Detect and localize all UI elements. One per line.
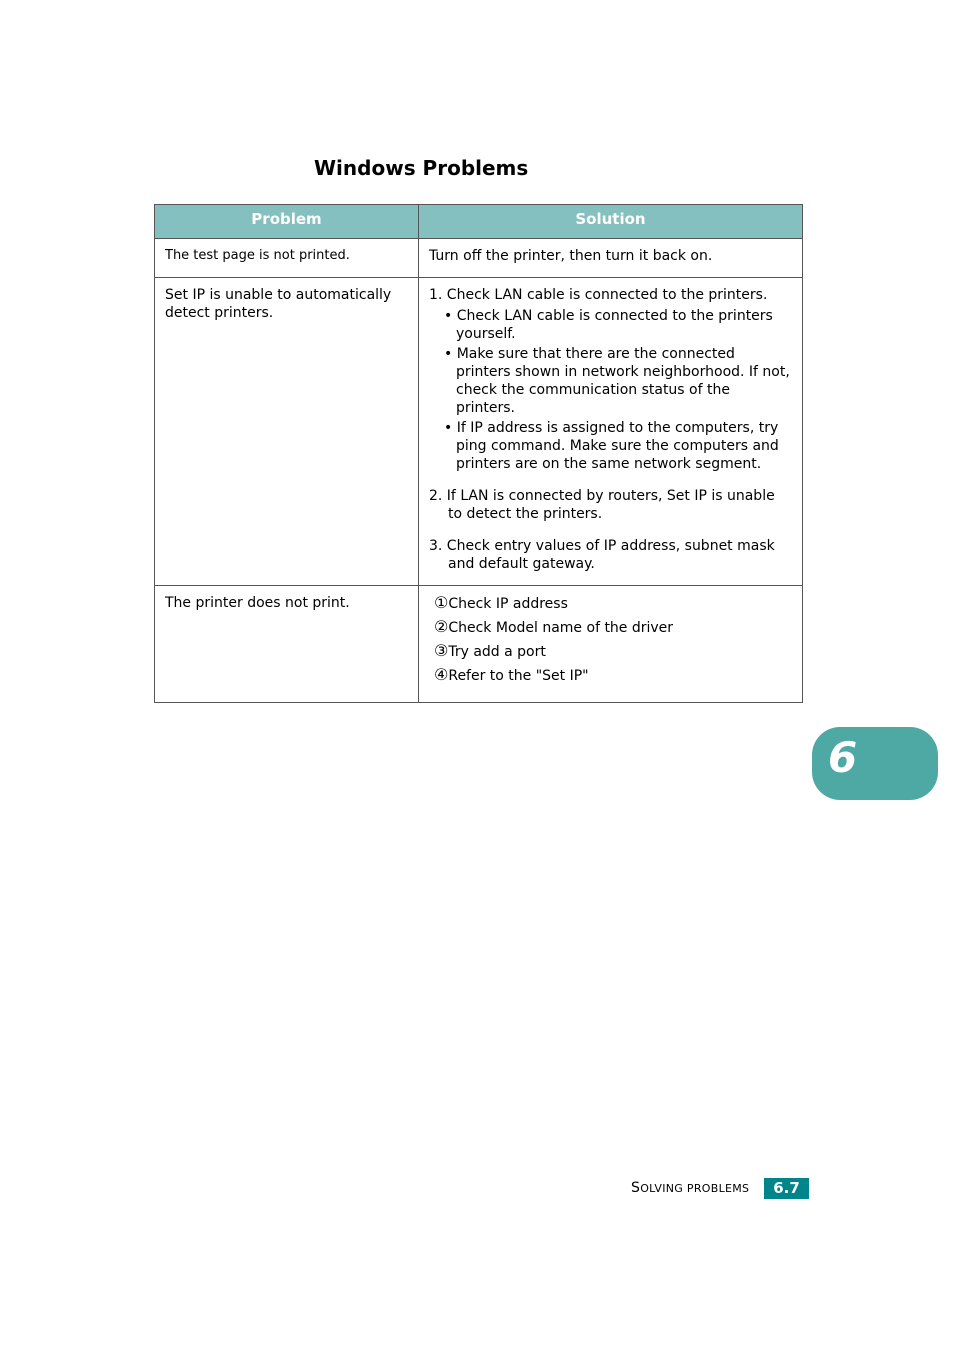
circled-step <box>434 618 792 637</box>
step-text: Check IP address <box>448 596 568 612</box>
bullet-item: • If IP address is assigned to the computers, try ping command. Make sure the computers and printers are on the same network segment. <box>444 420 779 472</box>
circled-number: ② <box>434 617 449 636</box>
solution-step-1: 1. Check LAN cable is connected to the printers. <box>429 287 768 303</box>
header-problem: Problem <box>155 205 419 239</box>
circled-step <box>434 642 792 661</box>
page-number-badge: 6.7 <box>764 1178 809 1199</box>
chapter-tab <box>812 727 938 800</box>
table-header-row <box>155 205 803 239</box>
circled-number: ④ <box>434 665 449 684</box>
solution-cell: Turn off the printer, then turn it back on. <box>419 239 803 278</box>
solution-cell <box>419 586 803 703</box>
section-title: Windows Problems <box>314 156 529 180</box>
solution-step-3: 3. Check entry values of IP address, subnet mask and default gateway. <box>429 538 775 572</box>
solution-cell <box>419 278 803 586</box>
circled-number: ① <box>434 593 449 612</box>
circled-number: ③ <box>434 641 449 660</box>
problems-table <box>154 204 803 703</box>
circled-step <box>434 594 792 613</box>
problem-cell: The test page is not printed. <box>155 239 419 278</box>
problem-cell: Set IP is unable to automatically detect printers. <box>155 278 419 586</box>
solution-step-2: 2. If LAN is connected by routers, Set IP is unable to detect the printers. <box>429 488 775 522</box>
step-text: Check Model name of the driver <box>448 620 674 636</box>
table-row <box>155 586 803 703</box>
header-solution: Solution <box>419 205 803 239</box>
bullet-item: • Check LAN cable is connected to the printers yourself. <box>444 308 773 342</box>
footer-smallcaps: OLVING PROBLEMS <box>640 1182 750 1195</box>
table-row <box>155 239 803 278</box>
bullet-list <box>429 307 792 473</box>
bullet-item: • Make sure that there are the connected printers shown in network neighborhood. If not, check the communication status of the printers. <box>444 346 790 416</box>
step-text: Try add a port <box>448 644 546 660</box>
chapter-number: 6 <box>828 733 858 782</box>
problem-cell: The printer does not print. <box>155 586 419 703</box>
step-text: Refer to the "Set IP" <box>448 668 589 684</box>
footer-section-title <box>631 1180 749 1196</box>
footer-initial: S <box>631 1180 641 1196</box>
circled-step <box>434 666 792 685</box>
table-row <box>155 278 803 586</box>
